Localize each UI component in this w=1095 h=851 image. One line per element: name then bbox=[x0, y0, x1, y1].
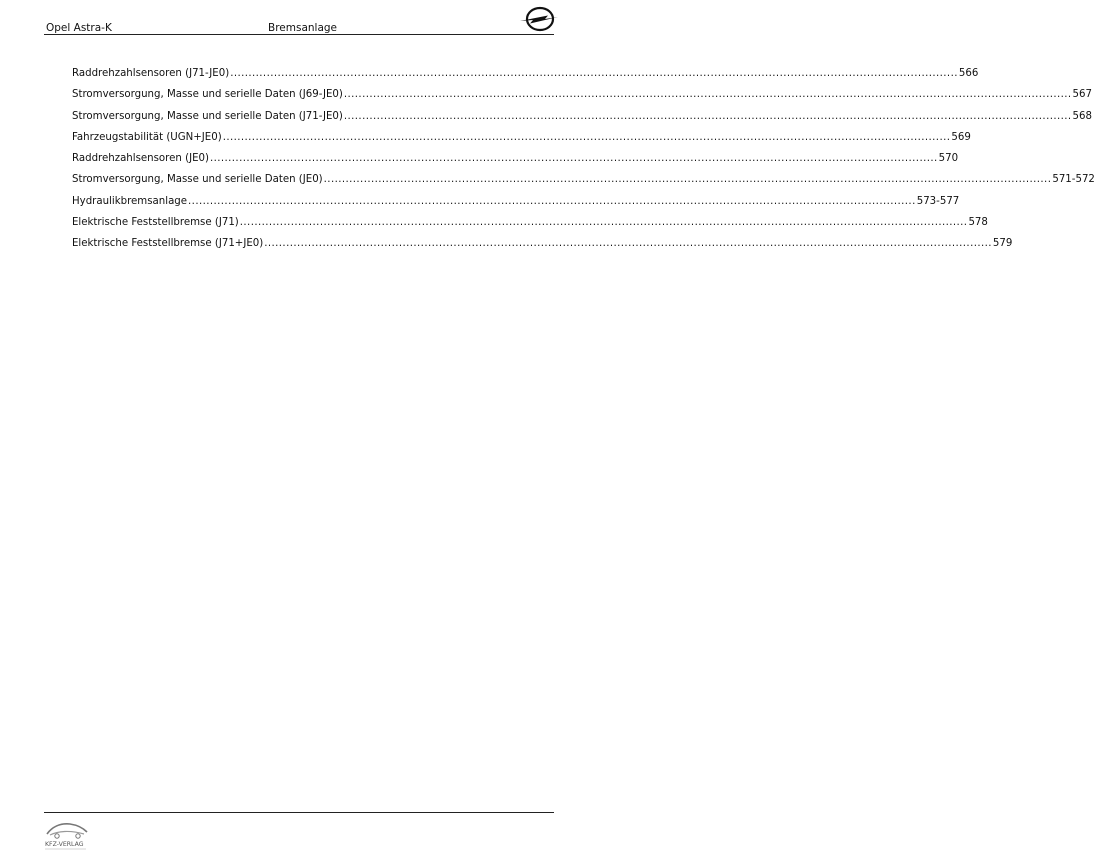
toc-entry[interactable] bbox=[72, 110, 1092, 132]
toc-entry[interactable] bbox=[72, 238, 1013, 259]
toc-entry[interactable] bbox=[72, 68, 979, 89]
kfz-verlag-car-logo-icon bbox=[44, 817, 90, 851]
footer-rule bbox=[44, 812, 554, 813]
toc-entry-title: Stromversorgung, Masse und serielle Daten (J69-JE0) bbox=[72, 89, 343, 101]
header-model: Opel Astra-K bbox=[46, 22, 112, 34]
header-section-title: Bremsanlage bbox=[268, 22, 338, 34]
toc-entry-page: 578 bbox=[968, 217, 988, 229]
toc-entry-page: 567 bbox=[1072, 89, 1092, 101]
toc-leader-dots: ........................................................................................................................................................................................................ bbox=[264, 238, 992, 250]
toc-entry-page: 579 bbox=[992, 238, 1013, 250]
toc-entry[interactable] bbox=[72, 174, 1095, 195]
toc-entry-title: Hydraulikbremsanlage bbox=[72, 195, 188, 207]
toc-entry-title: Elektrische Feststellbremse (J71) bbox=[72, 217, 239, 229]
toc-entry-page: 568 bbox=[1072, 110, 1092, 122]
toc-entry-title: Stromversorgung, Masse und serielle Daten (JE0) bbox=[72, 174, 323, 186]
svg-text:KFZ-VERLAG: KFZ-VERLAG bbox=[45, 841, 84, 848]
toc-entry-title: Raddrehzahlsensoren (JE0) bbox=[72, 153, 209, 165]
header-rule bbox=[44, 34, 554, 35]
toc-leader-dots: ........................................................................................................................................................................................................ bbox=[343, 110, 1072, 122]
toc-leader-dots: ........................................................................................................................................................................................................ bbox=[230, 68, 958, 79]
page-header bbox=[44, 0, 554, 36]
toc-entry[interactable] bbox=[72, 131, 971, 153]
toc-entry[interactable] bbox=[72, 153, 959, 174]
toc-entry-page: 573-577 bbox=[916, 195, 960, 207]
toc-entry[interactable] bbox=[72, 217, 988, 238]
toc-entry-title: Raddrehzahlsensoren (J71-JE0) bbox=[72, 68, 230, 79]
toc-entry-page: 570 bbox=[938, 153, 959, 165]
toc-entry-page: 571-572 bbox=[1052, 174, 1095, 186]
toc-leader-dots: ........................................................................................................................................................................................................ bbox=[239, 217, 968, 229]
toc-entry[interactable] bbox=[72, 89, 1092, 110]
toc-entry[interactable] bbox=[72, 195, 960, 217]
toc-entry-title: Fahrzeugstabilität (UGN+JE0) bbox=[72, 131, 222, 143]
toc-leader-dots: ........................................................................................................................................................................................................ bbox=[209, 153, 938, 165]
toc-leader-dots: ........................................................................................................................................................................................................ bbox=[222, 131, 951, 143]
toc-entry-title: Elektrische Feststellbremse (J71+JE0) bbox=[72, 238, 264, 250]
toc-leader-dots: ........................................................................................................................................................................................................ bbox=[323, 174, 1052, 186]
toc-entry-page: 569 bbox=[951, 131, 971, 143]
toc-leader-dots: ........................................................................................................................................................................................................ bbox=[188, 195, 916, 207]
opel-logo-icon bbox=[518, 6, 558, 32]
toc-entry-page: 566 bbox=[958, 68, 979, 79]
toc-entry-title: Stromversorgung, Masse und serielle Daten (J71-JE0) bbox=[72, 110, 343, 122]
page-footer bbox=[44, 812, 554, 848]
toc-leader-dots: ........................................................................................................................................................................................................ bbox=[343, 89, 1072, 101]
table-of-contents bbox=[72, 68, 1095, 260]
